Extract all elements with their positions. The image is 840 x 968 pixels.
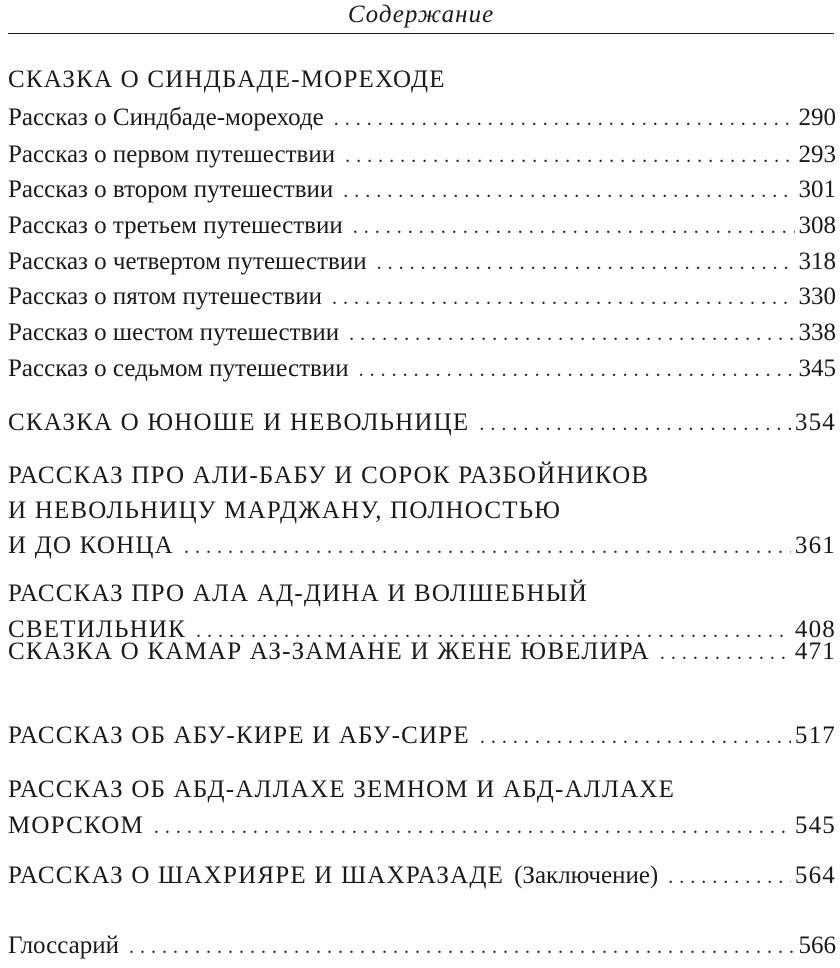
- toc-page-number: 345: [798, 355, 836, 382]
- toc-page-number: 308: [798, 212, 836, 239]
- toc-page-number: 290: [798, 104, 836, 131]
- toc-leader-dots: [377, 245, 795, 281]
- toc-item-text: Рассказ о первом путешествии: [8, 141, 336, 168]
- toc-entry[interactable]: [8, 772, 836, 844]
- toc-leader-dots: [480, 719, 791, 755]
- toc-item[interactable]: [8, 100, 836, 136]
- toc-item-text: Рассказ о третьем путешествии: [8, 212, 343, 239]
- toc-item[interactable]: [8, 315, 836, 351]
- toc-entry-title: СКАЗКА О КАМАР АЗ-ЗАМАНЕ И ЖЕНЕ ЮВЕЛИРА: [8, 638, 650, 665]
- toc-entry-suffix: (Заключение): [514, 862, 659, 889]
- toc-page-number: 293: [798, 141, 836, 168]
- toc-item-text: Рассказ о четвертом путешествии: [8, 248, 367, 275]
- toc-leader-dots: [353, 209, 795, 245]
- toc-item[interactable]: [8, 244, 836, 280]
- toc-entry-title: СКАЗКА О ЮНОШЕ И НЕВОЛЬНИЦЕ: [8, 409, 470, 436]
- toc-page-number: 566: [798, 932, 836, 959]
- toc-entry-title: И ДО КОНЦА: [8, 532, 174, 559]
- toc-entry-title: РАССКАЗ ОБ АБУ-КИРЕ И АБУ-СИРЕ: [8, 722, 470, 749]
- toc-entry-title: РАССКАЗ ОБ АБД-АЛЛАХЕ ЗЕМНОМ И АБД-АЛЛАХЕ: [8, 776, 676, 803]
- toc-leader-dots: [349, 316, 794, 352]
- toc-item-text: Рассказ о шестом путешествии: [8, 319, 340, 346]
- toc-item[interactable]: [8, 172, 836, 208]
- toc-leader-dots: [332, 280, 795, 316]
- toc-leader-dots: [184, 529, 791, 565]
- toc-entry-title: РАССКАЗ О ШАХРИЯРЕ И ШАХРАЗАДЕ: [8, 862, 505, 889]
- toc-entry-title: Глоссарий: [8, 932, 120, 959]
- toc-leader-dots: [343, 173, 794, 209]
- toc-entry[interactable]: [8, 718, 836, 754]
- toc-leader-dots: [359, 352, 795, 388]
- toc-page-number: 471: [794, 638, 836, 665]
- toc-page-number: 408: [794, 616, 836, 643]
- toc-entry-glossary[interactable]: [8, 928, 836, 964]
- toc-item[interactable]: [8, 208, 836, 244]
- toc-leader-dots: [668, 859, 791, 895]
- toc-page-number: 517: [794, 722, 836, 749]
- toc-leader-dots: [154, 809, 791, 845]
- toc-page-number: 361: [794, 532, 836, 559]
- toc-leader-dots: [479, 406, 790, 442]
- toc-entry-title: РАССКАЗ ПРО АЛА АД-ДИНА И ВОЛШЕБНЫЙ: [8, 580, 589, 607]
- toc-page-number: 564: [794, 862, 836, 889]
- toc-entry[interactable]: [8, 634, 836, 670]
- toc-entry-title: МОРСКОМ: [8, 812, 144, 839]
- toc-entry-title: И НЕВОЛЬНИЦУ МАРДЖАНУ, ПОЛНОСТЬЮ: [8, 497, 562, 524]
- toc-section-sindbad: [8, 62, 836, 98]
- toc-page-number: 301: [798, 176, 836, 203]
- toc-item-text: Рассказ о седьмом путешествии: [8, 355, 349, 382]
- toc-page-number: 354: [794, 409, 836, 436]
- toc-item-text: Рассказ о втором путешествии: [8, 176, 334, 203]
- toc-leader-dots: [334, 101, 795, 137]
- toc-page-number: 330: [798, 283, 836, 310]
- toc-page-number: 545: [794, 812, 836, 839]
- running-header: [8, 0, 834, 34]
- toc-section-title: СКАЗКА О СИНДБАДЕ-МОРЕХОДЕ: [8, 66, 446, 93]
- toc-page-number: 338: [798, 319, 836, 346]
- toc-entry[interactable]: [8, 858, 836, 894]
- toc-leader-dots: [129, 929, 794, 965]
- toc-item-text: Рассказ о Синдбаде-мореходе: [8, 104, 324, 131]
- toc-item[interactable]: [8, 351, 836, 387]
- toc-leader-dots: [345, 138, 794, 174]
- toc-entry-title: СВЕТИЛЬНИК: [8, 616, 187, 643]
- toc-leader-dots: [660, 635, 791, 671]
- toc-item[interactable]: [8, 279, 836, 315]
- toc-page-number: 318: [798, 248, 836, 275]
- toc-item-text: Рассказ о пятом путешествии: [8, 283, 322, 310]
- toc-entry[interactable]: [8, 458, 836, 564]
- toc-entry[interactable]: [8, 405, 836, 441]
- toc-item[interactable]: [8, 137, 836, 173]
- toc-entry-title: РАССКАЗ ПРО АЛИ-БАБУ И СОРОК РАЗБОЙНИКОВ: [8, 462, 650, 489]
- header-title: Содержание: [347, 1, 495, 28]
